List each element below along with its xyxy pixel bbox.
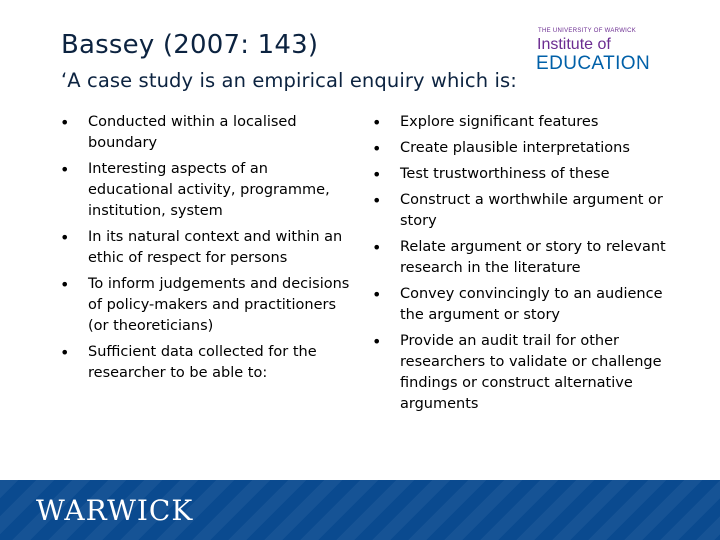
logo-university-text: THE UNIVERSITY OF WARWICK	[538, 28, 637, 34]
warwick-wordmark: WARWICK	[36, 494, 194, 527]
logo-institute-text: Institute of	[537, 36, 611, 53]
institute-of-education-logo	[534, 28, 684, 76]
footer-bar	[0, 480, 720, 540]
list-item: • Convey convincingly to an audience the argument or story	[372, 284, 672, 326]
list-item: • Conducted within a localised boundary	[60, 112, 350, 154]
slide-subtitle: ‘A case study is an empirical enquiry which is:	[61, 69, 517, 92]
list-item: • Relate argument or story to relevant research in the literature	[372, 237, 672, 279]
list-item: • To inform judgements and decisions of policy-makers and practitioners (or theoreticians)	[60, 274, 350, 337]
slide-title: Bassey (2007: 143)	[61, 30, 319, 60]
left-bullet-list	[60, 112, 350, 389]
right-bullet-list	[372, 112, 672, 420]
logo-education-text: EDUCATION	[536, 53, 651, 74]
list-item: • Sufficient data collected for the researcher to be able to:	[60, 342, 350, 384]
list-item: • Create plausible interpretations	[372, 138, 672, 159]
list-item: • Interesting aspects of an educational activity, programme, institution, system	[60, 159, 350, 222]
list-item: • Test trustworthiness of these	[372, 164, 672, 185]
list-item: • In its natural context and within an ethic of respect for persons	[60, 227, 350, 269]
list-item: • Explore significant features	[372, 112, 672, 133]
list-item: • Construct a worthwhile argument or story	[372, 190, 672, 232]
list-item: • Provide an audit trail for other researchers to validate or challenge findings or construct alternative arguments	[372, 331, 672, 415]
